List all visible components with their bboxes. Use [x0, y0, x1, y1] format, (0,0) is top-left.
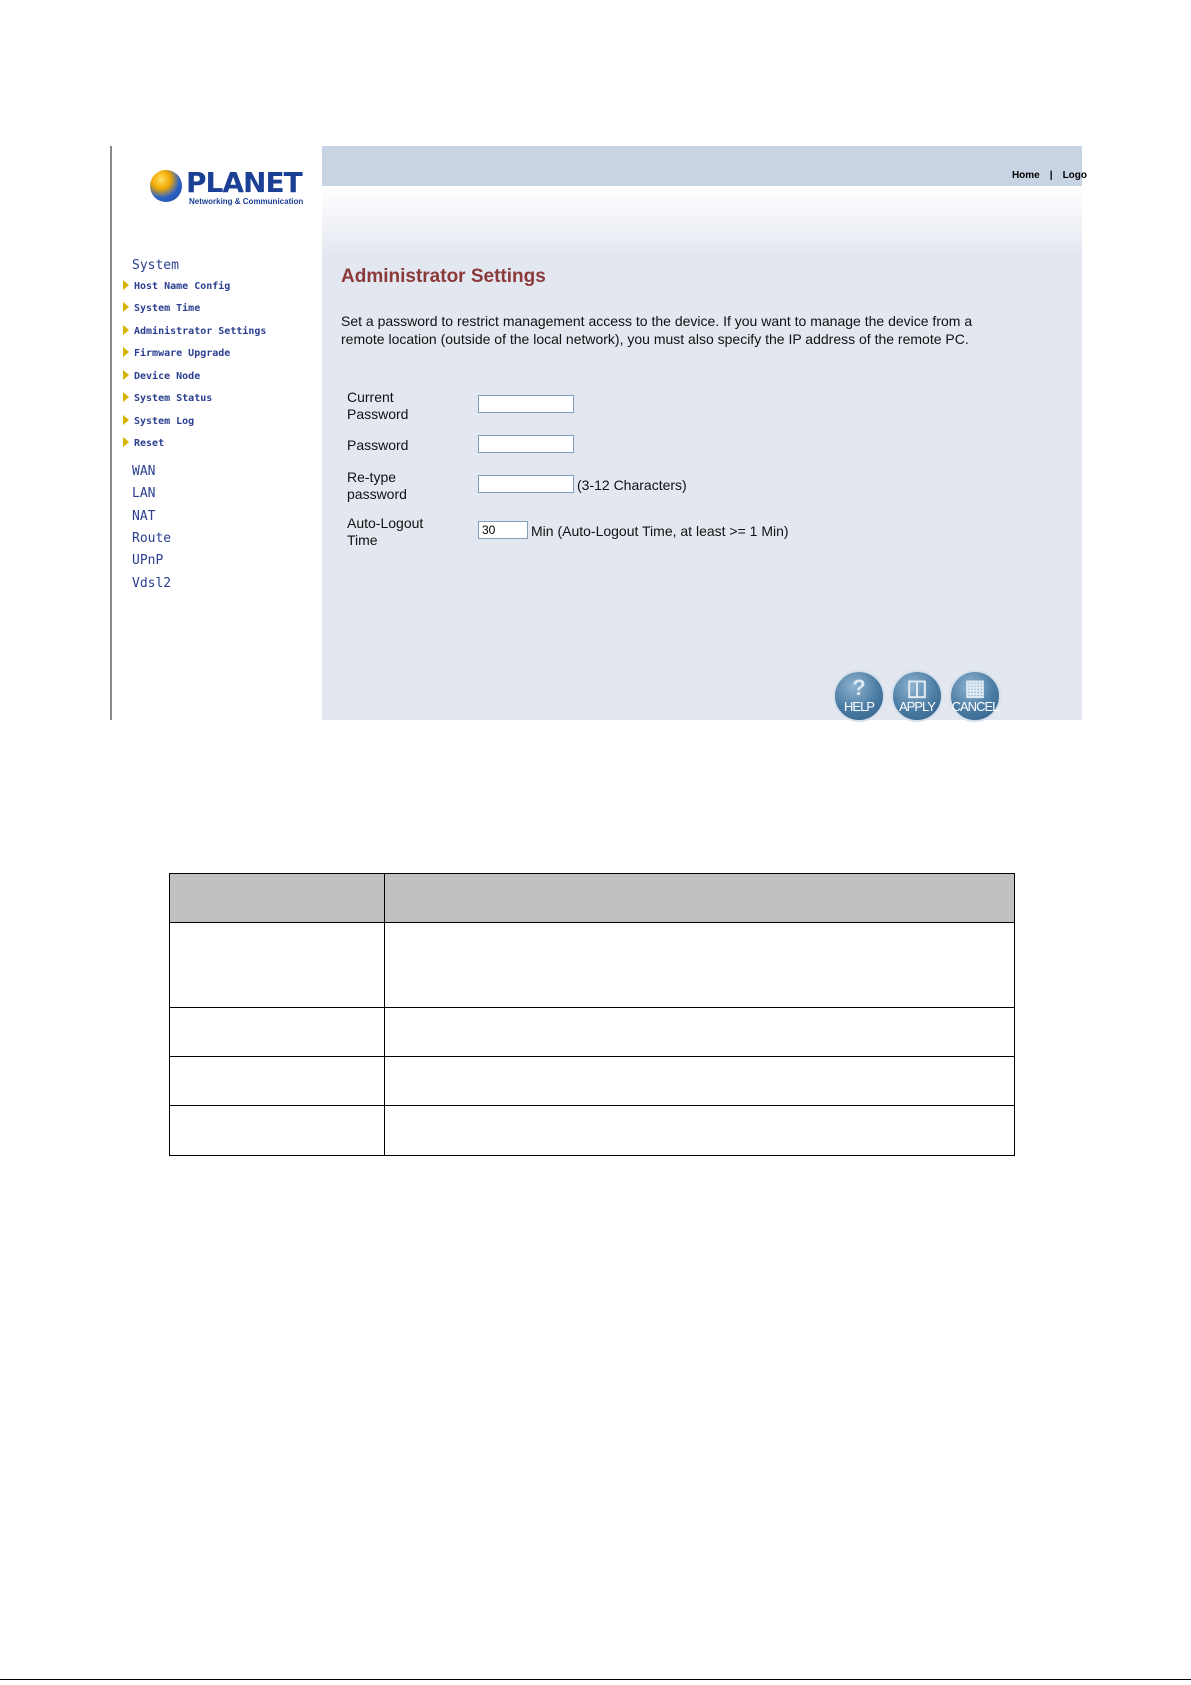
- content-panel: [322, 146, 1087, 720]
- triangle-right-icon: [123, 325, 129, 335]
- current-password-label: Current Password: [347, 389, 409, 422]
- page-description: Set a password to restrict management access to the device. If you want to manage the device from a remote location (outside of the local network), you must also specify the IP address of the remote PC.: [341, 313, 973, 347]
- table-cell: [169, 922, 385, 1008]
- password-label: Password: [347, 437, 409, 453]
- logo-word: PLANET: [186, 166, 302, 199]
- nav-system[interactable]: System: [132, 258, 179, 273]
- nav-wan[interactable]: WAN: [132, 464, 156, 479]
- table-cell: [384, 922, 1015, 1008]
- nav-item-host-name-config[interactable]: Host Name Config: [123, 280, 230, 292]
- nav-nat[interactable]: NAT: [132, 509, 156, 524]
- auto-logout-hint: Min (Auto-Logout Time, at least >= 1 Min): [531, 523, 789, 539]
- auto-logout-label: Auto-Logout Time: [347, 515, 424, 548]
- triangle-right-icon: [123, 280, 129, 290]
- table-cell: [169, 1105, 385, 1156]
- retype-password-label: Re-type password: [347, 469, 407, 502]
- apply-icon: ◫: [906, 675, 928, 700]
- retype-hint: (3-12 Characters): [577, 477, 687, 493]
- cancel-button-label: CANCEL: [951, 699, 999, 714]
- triangle-right-icon: [123, 347, 129, 357]
- sidebar: [112, 146, 322, 720]
- trash-icon: ▦: [964, 675, 986, 700]
- table-cell: [384, 1105, 1015, 1156]
- page-title: Administrator Settings: [341, 266, 546, 287]
- link-separator: |: [1049, 170, 1053, 181]
- logout-link[interactable]: Logo: [1062, 170, 1087, 181]
- globe-icon: [150, 170, 182, 202]
- table-header-cell: [384, 873, 1015, 923]
- nav-item-system-log[interactable]: System Log: [123, 415, 194, 427]
- footer-rule: [0, 1679, 1191, 1680]
- header-gradient: [322, 186, 1082, 256]
- table-cell: [169, 1007, 385, 1057]
- auto-logout-input[interactable]: [478, 521, 528, 539]
- nav-vdsl2[interactable]: Vdsl2: [132, 576, 172, 591]
- triangle-right-icon: [123, 370, 129, 380]
- triangle-right-icon: [123, 415, 129, 425]
- nav-upnp[interactable]: UPnP: [132, 553, 164, 568]
- nav-item-reset[interactable]: Reset: [123, 437, 164, 449]
- nav-item-firmware-upgrade[interactable]: Firmware Upgrade: [123, 347, 230, 359]
- apply-button-label: APPLY: [899, 699, 935, 714]
- nav-lan[interactable]: LAN: [132, 486, 156, 501]
- triangle-right-icon: [123, 437, 129, 447]
- nav-item-device-node[interactable]: Device Node: [123, 370, 200, 382]
- question-icon: ?: [852, 675, 866, 700]
- logo-tagline: Networking & Communication: [189, 197, 304, 206]
- table-header-cell: [169, 873, 385, 923]
- home-link[interactable]: Home: [1011, 170, 1040, 181]
- current-password-input[interactable]: [478, 395, 574, 413]
- table-cell: [384, 1007, 1015, 1057]
- help-button-label: HELP: [844, 699, 874, 714]
- table-cell: [169, 1056, 385, 1106]
- table-cell: [384, 1056, 1015, 1106]
- planet-logo: [150, 166, 304, 210]
- nav-item-system-time[interactable]: System Time: [123, 302, 200, 314]
- nav-item-system-status[interactable]: System Status: [123, 392, 212, 404]
- router-ui-screenshot: [110, 146, 1087, 720]
- cancel-button[interactable]: [949, 670, 1001, 722]
- nav-route[interactable]: Route: [132, 531, 172, 546]
- description-table: [169, 873, 1015, 1156]
- triangle-right-icon: [123, 392, 129, 402]
- triangle-right-icon: [123, 302, 129, 312]
- help-button[interactable]: [833, 670, 885, 722]
- apply-button[interactable]: [891, 670, 943, 722]
- header-links: [1007, 170, 1092, 181]
- top-bar: [322, 146, 1082, 186]
- retype-password-input[interactable]: [478, 475, 574, 493]
- nav-item-administrator-settings[interactable]: Administrator Settings: [123, 325, 266, 337]
- password-input[interactable]: [478, 435, 574, 453]
